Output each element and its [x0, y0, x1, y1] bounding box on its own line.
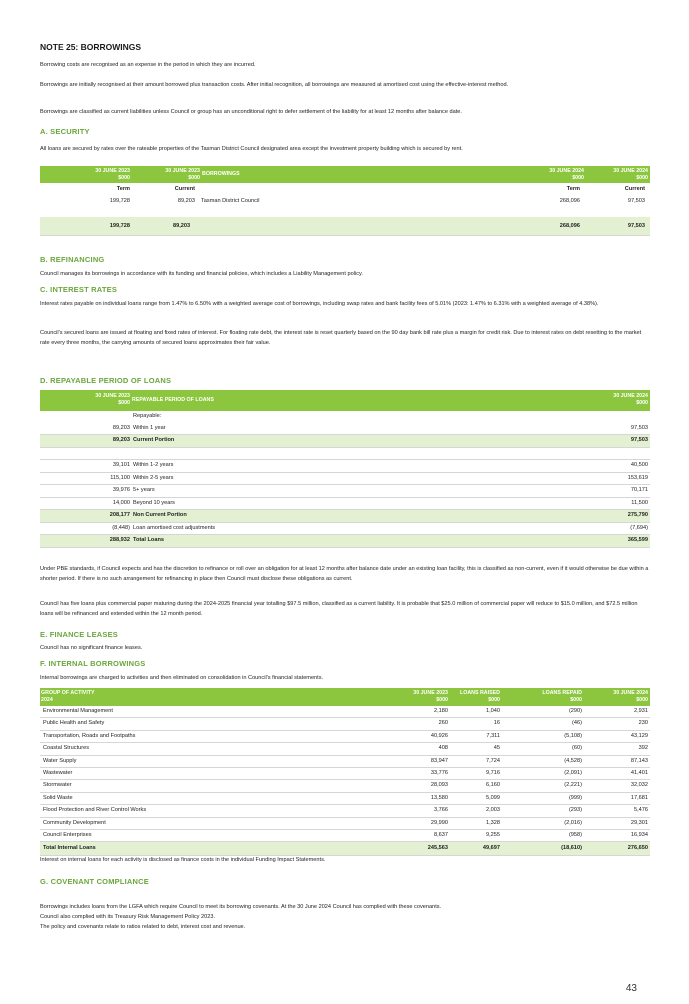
cell: (18,610): [561, 845, 582, 852]
table-total-row: [40, 217, 650, 236]
cell: 5+ years: [133, 487, 155, 493]
table-row: [40, 448, 650, 461]
cell: 1,328: [486, 819, 500, 826]
repayable-table: [40, 390, 650, 548]
cell: 97,503: [627, 198, 645, 204]
cell: 39,976: [112, 487, 130, 493]
cell: (2,016): [564, 819, 582, 826]
table-row: [40, 818, 650, 830]
cell: 43,129: [630, 732, 648, 739]
cell: 408: [438, 745, 448, 752]
header-cell: REPAYABLE PERIOD OF LOANS: [132, 397, 214, 403]
cell: 260: [438, 720, 448, 727]
internal-note: Interest on internal loans for each activity is disclosed as finance costs in the individual Funding Impact Statements.: [40, 857, 326, 863]
cell: 45: [493, 745, 500, 752]
table-row: [40, 473, 650, 486]
cell: Repayable:: [133, 413, 162, 419]
cell: (958): [568, 831, 582, 838]
cell: Total Loans: [133, 537, 164, 543]
header-cell: 30 JUNE 2023 $000: [165, 168, 200, 181]
cell: 268,096: [559, 198, 580, 204]
table-row: [40, 706, 650, 718]
repayable-rows: [40, 411, 650, 548]
header-cell: GROUP OF ACTIVITY 2024: [41, 690, 95, 703]
security-text: All loans are secured by rates over the rateable properties of the Tasman District Council designated area except the investment property building which is secured by rent.: [40, 146, 463, 152]
page-title: NOTE 25: BORROWINGS: [40, 42, 142, 52]
cell: Transportation, Roads and Footpaths: [43, 732, 136, 739]
security-table: [40, 166, 650, 236]
repayable-table-header: [40, 390, 650, 411]
cell: Stormwater: [43, 782, 72, 789]
cell: 268,096: [559, 223, 580, 229]
security-table-header: [40, 166, 650, 183]
table-row: [40, 423, 650, 436]
cell: 29,990: [430, 819, 448, 826]
header-cell: 30 JUNE 2023 $000: [95, 393, 130, 406]
repayable-text-2: Council has five loans plus commercial paper maturing during the 2024-2025 financial year totalling $97.5 million, classified as a current liability. It is probable that $25.0 million of commercial paper will reduce to $15.0 million, and $72.5 million loans will be refinanced and extended within the 12 month period.: [40, 601, 638, 617]
cell: 288,932: [109, 537, 130, 543]
cell: 97,503: [630, 424, 648, 431]
table-row: [40, 805, 650, 817]
cell: 16,934: [630, 831, 648, 838]
cell: 275,790: [627, 512, 648, 518]
table-row: [40, 460, 650, 473]
cell: (8,448): [112, 524, 130, 531]
leases-heading: E. FINANCE LEASES: [40, 630, 118, 639]
cell: 97,503: [627, 223, 645, 229]
cell: 5,476: [634, 807, 648, 814]
cell: 16: [493, 720, 500, 727]
cell: Within 1 year: [133, 424, 166, 431]
table-row: [40, 411, 650, 423]
cell: 115,100: [110, 474, 130, 481]
table-row: [40, 743, 650, 755]
table-row: [40, 498, 650, 511]
repayable-heading: D. REPAYABLE PERIOD OF LOANS: [40, 376, 172, 385]
cell: 13,580: [430, 794, 448, 801]
refinancing-heading: B. REFINANCING: [40, 255, 105, 264]
cell: 11,500: [631, 499, 648, 506]
cell: 9,255: [486, 831, 500, 838]
cell: 39,101: [112, 462, 130, 468]
cell: Current: [174, 186, 195, 192]
table-row: [40, 718, 650, 730]
header-cell: BORROWINGS: [202, 171, 240, 177]
header-cell: 30 JUNE 2023 $000: [95, 168, 130, 181]
internal-text: Internal borrowings are charged to activities and then eliminated on consolidation in Council's financial statements.: [40, 675, 324, 681]
table-row: [40, 768, 650, 780]
intro-para-2: Borrowings are initially recognised at their amount borrowed plus transaction costs. After initial recognition, all borrowings are measured at amortised cost using the effective-interest method.: [40, 82, 509, 88]
cell: Water Supply: [43, 757, 77, 764]
table-total-row: [40, 510, 650, 523]
cell: (999): [568, 794, 582, 801]
cell: 41,401: [630, 769, 648, 776]
cell: (290): [568, 708, 582, 714]
cell: Current: [624, 186, 645, 192]
cell: 40,926: [430, 732, 448, 739]
cell: Public Health and Safety: [43, 720, 105, 727]
cell: 28,093: [430, 782, 448, 789]
cell: 276,650: [627, 845, 648, 852]
cell: 2,931: [634, 708, 648, 714]
cell: 365,599: [627, 537, 648, 543]
security-heading: A. SECURITY: [40, 127, 90, 136]
cell: 208,177: [109, 512, 130, 518]
cell: 230: [638, 720, 648, 727]
cell: 3,766: [434, 807, 448, 814]
covenant-line-1: Borrowings includes loans from the LGFA which require Council to meet its borrowing covenants. At the 30 June 2024 Council has complied with these covenants.: [40, 904, 442, 910]
cell: 83,947: [430, 757, 448, 764]
cell: 33,776: [430, 769, 448, 776]
cell: Within 1-2 years: [133, 462, 174, 468]
cell: 199,728: [109, 198, 130, 204]
table-total-row: [40, 535, 650, 548]
cell: 32,032: [630, 782, 648, 789]
covenant-heading: G. COVENANT COMPLIANCE: [40, 877, 149, 886]
cell: 9,716: [486, 769, 500, 776]
cell: 199,728: [109, 223, 130, 229]
table-row: [40, 485, 650, 498]
cell: Beyond 10 years: [133, 499, 175, 506]
cell: 17,681: [630, 794, 648, 801]
cell: Tasman District Council: [201, 198, 260, 204]
table-row: [40, 195, 650, 207]
table-total-row: [40, 842, 650, 856]
cell: Solid Waste: [43, 794, 73, 801]
cell: Term: [566, 186, 580, 192]
cell: 2,003: [486, 807, 500, 814]
header-cell: 30 JUNE 2024 $000: [613, 393, 648, 406]
table-row: [40, 756, 650, 768]
cell: Environmental Management: [43, 708, 113, 714]
intro-para-1: Borrowing costs are recognised as an expense in the period in which they are incurred.: [40, 62, 256, 68]
internal-heading: F. INTERNAL BORROWINGS: [40, 659, 146, 668]
table-row: [40, 780, 650, 792]
table-row: [40, 731, 650, 743]
cell: (4,528): [564, 757, 582, 764]
cell: 245,563: [427, 845, 448, 852]
cell: Council Enterprises: [43, 831, 92, 838]
interest-text-1: Interest rates payable on individual loans range from 1.47% to 6.50% with a weighted average cost of borrowings, including swap rates and bank facility fees of 5.01% (2023: 1.47% to 6.31% with a weighted average of 4.38%).: [40, 301, 599, 307]
table-total-row: [40, 435, 650, 448]
cell: 7,311: [486, 732, 500, 739]
cell: Flood Protection and River Control Works: [43, 807, 147, 814]
cell: 7,724: [486, 757, 500, 764]
cell: (60): [572, 745, 582, 752]
cell: 87,143: [630, 757, 648, 764]
cell: (2,221): [564, 782, 582, 789]
cell: Term: [116, 186, 130, 192]
cell: 70,171: [630, 487, 648, 493]
repayable-text-1: Under PBE standards, if Council expects and has the discretion to refinance or roll over an obligation for at least 12 months after balance date under an existing loan facility, this is classified as non-current, even if it would otherwise be due within a shorter period. If there is no such arrangement for refinancing in place then Council must disclose these obligations as current.: [40, 566, 649, 582]
cell: Loan amortised cost adjustments: [133, 524, 216, 531]
refinancing-text: Council manages its borrowings in accordance with its funding and financial policies, which includes a Liability Management policy.: [40, 271, 363, 277]
cell: 49,697: [482, 845, 500, 852]
table-row: [40, 830, 650, 842]
leases-text: Council has no significant finance leases.: [40, 645, 143, 651]
cell: 2,180: [434, 708, 448, 714]
cell: Current Portion: [133, 437, 175, 443]
cell: 29,301: [630, 819, 648, 826]
covenant-line-2: Council also complied with its Treasury Risk Management Policy 2023.: [40, 914, 216, 920]
cell: (46): [572, 720, 582, 727]
cell: (293): [568, 807, 582, 814]
cell: Within 2-5 years: [133, 474, 174, 481]
cell: 5,099: [486, 794, 500, 801]
header-cell: 30 JUNE 2024 $000: [613, 690, 648, 703]
header-cell: LOANS RAISED $000: [459, 690, 500, 703]
cell: Community Development: [43, 819, 106, 826]
cell: 8,637: [434, 831, 448, 838]
table-row: [40, 793, 650, 805]
header-cell: 30 JUNE 2024 $000: [549, 168, 584, 181]
internal-table: [40, 688, 650, 856]
cell: 89,203: [112, 424, 130, 431]
cell: 14,000: [112, 499, 130, 506]
cell: (2,091): [564, 769, 582, 776]
table-row: [40, 183, 650, 195]
cell: 6,160: [486, 782, 500, 789]
cell: 392: [638, 745, 648, 752]
covenant-line-3: The policy and covenants relate to ratios related to debt, interest cost and revenue.: [40, 924, 246, 930]
header-cell: 30 JUNE 2023 $000: [413, 690, 448, 703]
cell: Non Current Portion: [133, 512, 187, 518]
cell: 89,203: [112, 437, 130, 443]
cell: 153,619: [627, 474, 648, 481]
header-cell: LOANS REPAID $000: [542, 690, 582, 703]
interest-heading: C. INTEREST RATES: [40, 285, 118, 294]
header-cell: 30 JUNE 2024 $000: [613, 168, 648, 181]
interest-text-2: Council's secured loans are issued at floating and fixed rates of interest. For floating rate debt, the interest rate is reset quarterly based on the 90 day bank bill rate plus a margin for credit risk. Due to interest rates on debt resetting to the market rate every three months, the carrying amounts of secured loans approximates their fair value.: [40, 330, 642, 346]
internal-rows: [40, 706, 650, 842]
cell: 89,203: [177, 198, 195, 204]
cell: 89,203: [173, 223, 191, 229]
cell: Coastal Structures: [43, 745, 90, 752]
internal-table-header: [40, 688, 650, 706]
cell: Total Internal Loans: [43, 845, 96, 852]
cell: (5,108): [564, 732, 582, 739]
cell: 1,040: [486, 708, 500, 714]
cell: (7,694): [630, 524, 648, 531]
cell: 40,500: [630, 462, 648, 468]
table-row: [40, 523, 650, 536]
page-number: 43: [625, 983, 637, 994]
intro-para-3: Borrowings are classified as current liabilities unless Council or group has an unconditional right to defer settlement of the liability for at least 12 months after balance date.: [40, 109, 462, 115]
cell: 97,503: [630, 437, 648, 443]
cell: Wastewater: [43, 769, 73, 776]
